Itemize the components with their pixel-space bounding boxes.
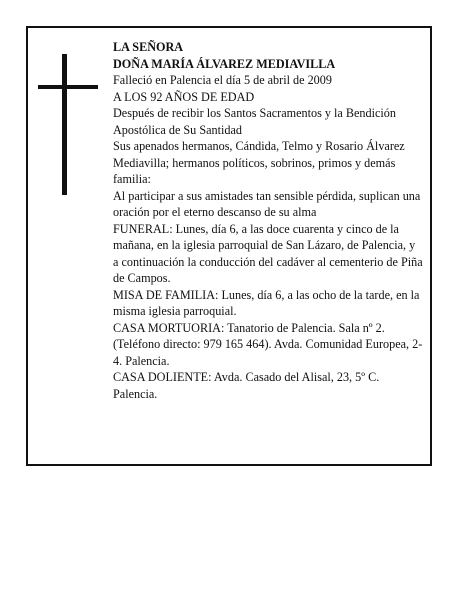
death-date-line: Falleció en Palencia el día 5 de abril de 2009 xyxy=(113,73,332,87)
notice-title-line-1: LA SEÑORA xyxy=(113,40,184,54)
death-notice-text xyxy=(113,39,426,402)
prayer-request-paragraph: Al participar a sus amistades tan sensible pérdida, suplican una oración por el eterno descanso de su alma xyxy=(113,188,424,219)
family-mass-paragraph: MISA DE FAMILIA: Lunes, día 6, a las ocho de la tarde, en la misma iglesia parroquial. xyxy=(113,287,423,318)
mourning-house-paragraph: CASA DOLIENTE: Avda. Casado del Alisal, 23, 5º C. Palencia. xyxy=(113,370,383,401)
funeral-home-paragraph: CASA MORTUORIA: Tanatorio de Palencia. Sala nº 2. (Teléfono directo: 979 165 464). Avda. Comunidad Europea, 2-4. Palencia. xyxy=(113,320,423,368)
cross-icon-bar xyxy=(38,85,98,89)
cross-icon xyxy=(62,54,67,195)
sacraments-paragraph: Después de recibir los Santos Sacramentos y la Bendición Apostólica de Su Santidad xyxy=(113,106,399,137)
family-paragraph: Sus apenados hermanos, Cándida, Telmo y Rosario Álvarez Mediavilla; hermanos políticos, sobrinos, primos y demás familia: xyxy=(113,139,408,186)
notice-title-line-2: DOÑA MARÍA ÁLVAREZ MEDIAVILLA xyxy=(113,56,336,71)
funeral-paragraph: FUNERAL: Lunes, día 6, a las doce cuarenta y cinco de la mañana, en la iglesia parroquial de San Lázaro, de Palencia, y a continuación la conducción del cadáver al cementerio de Piña de Campos. xyxy=(113,221,426,285)
age-line: A LOS 92 AÑOS DE EDAD xyxy=(113,89,255,104)
